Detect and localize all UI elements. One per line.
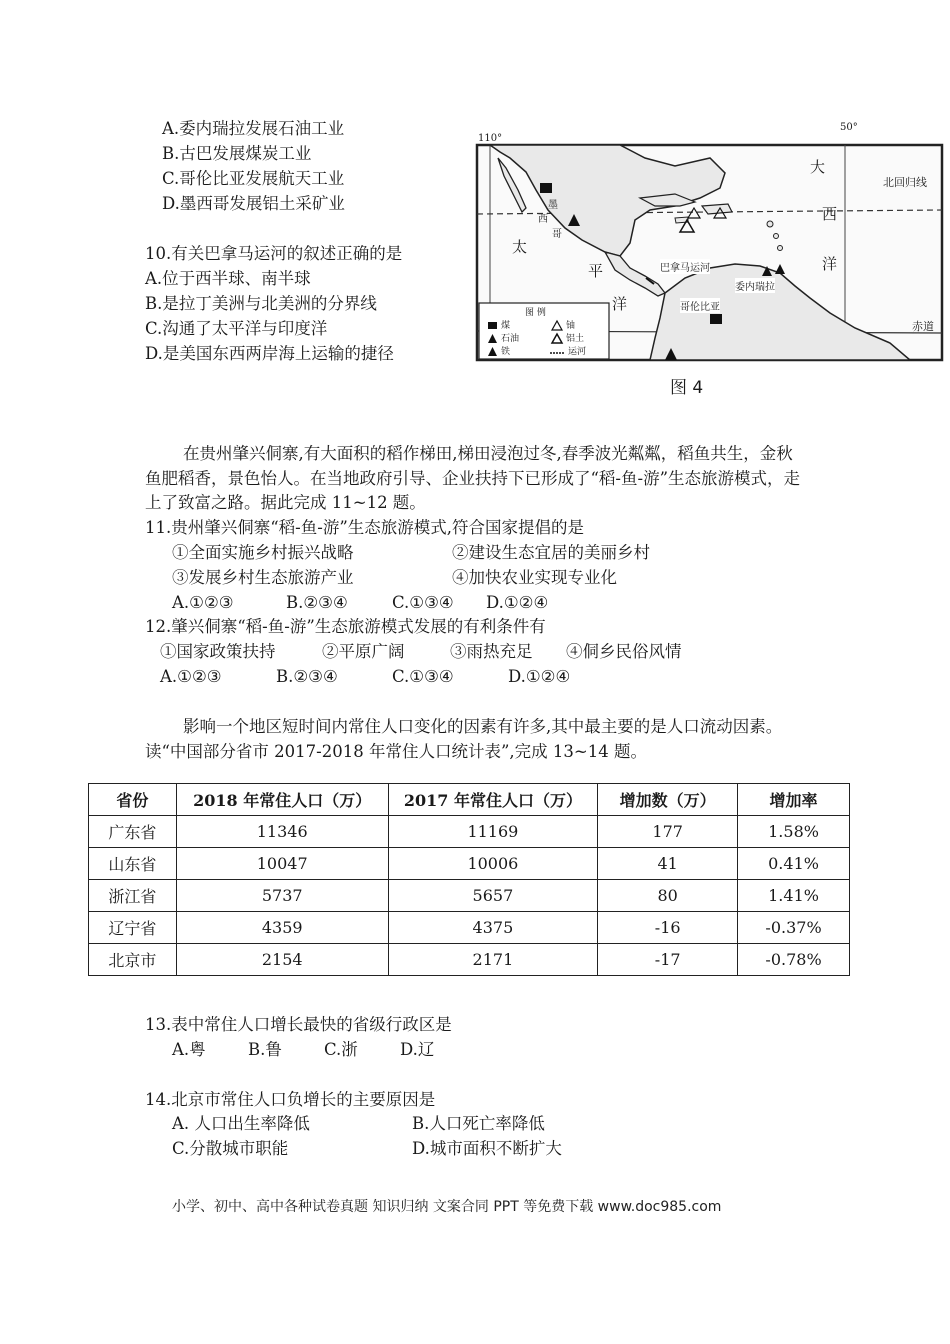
cell-province: 北京市 [89, 944, 177, 976]
th-province: 省份 [89, 784, 177, 816]
q9-option-d: D.墨西哥发展铝土采矿业 [162, 194, 345, 213]
cell-rate: -0.78% [738, 944, 850, 976]
cell-pop-2017: 5657 [388, 880, 598, 912]
passage-2: 影响一个地区短时间内常住人口变化的因素有许多,其中最主要的是人口流动因素。 读“中国部分省市 2017-2018 年常住人口统计表”,完成 13~14 题。 [145, 717, 783, 761]
legend-uranium: 铀 [566, 321, 576, 331]
map-mexico-3: 哥 [552, 229, 562, 240]
q12-statement-2: ②平原广阔 [322, 642, 405, 661]
th-rate: 增加率 [738, 784, 850, 816]
table-row [89, 944, 850, 976]
q14-stem: 14.北京市常住人口负增长的主要原因是 [145, 1090, 436, 1109]
q11-statement-3: ③发展乡村生态旅游产业 [172, 568, 354, 587]
q11-statement-4: ④加快农业实现专业化 [452, 568, 617, 587]
q10-option-b: B.是拉丁美洲与北美洲的分界线 [145, 294, 377, 313]
table-row [89, 880, 850, 912]
map-mexico-2: 西 [538, 214, 548, 225]
q13-option-c: C.浙 [324, 1040, 358, 1059]
q11-option-a: A.①②③ [172, 593, 234, 612]
q12-statement-4: ④侗乡民俗风情 [566, 642, 682, 661]
q13-stem: 13.表中常住人口增长最快的省级行政区是 [145, 1015, 452, 1034]
th-increase: 增加数（万） [598, 784, 738, 816]
q9-option-b: B.古巴发展煤炭工业 [162, 144, 312, 163]
table-header-row [89, 784, 850, 816]
legend-bauxite: 铝土 [566, 334, 585, 344]
map-lon-left: 110° [478, 133, 503, 144]
th-pop-2017: 2017 年常住人口（万） [388, 784, 598, 816]
map-venezuela-label: 委内瑞拉 [735, 278, 775, 293]
legend-canal: 运河 [568, 347, 587, 357]
q11-stem: 11.贵州肇兴侗寨“稻-鱼-游”生态旅游模式,符合国家提倡的是 [145, 518, 585, 537]
q11-option-d: D.①②④ [486, 593, 549, 612]
cell-pop-2017: 4375 [388, 912, 598, 944]
q12-option-a: A.①②③ [160, 667, 222, 686]
cell-pop-2018: 4359 [176, 912, 388, 944]
q10-stem: 10.有关巴拿马运河的叙述正确的是 [145, 244, 403, 263]
q12-option-c: C.①③④ [392, 667, 454, 686]
th-pop-2018: 2018 年常住人口（万） [176, 784, 388, 816]
cell-rate: 0.41% [738, 848, 850, 880]
cell-province: 辽宁省 [89, 912, 177, 944]
q10-option-a: A.位于西半球、南半球 [145, 269, 311, 288]
map-figure-4 [470, 122, 945, 400]
map-pacific-3: 洋 [612, 295, 628, 313]
island-2 [774, 234, 779, 239]
map-colombia-label: 哥伦比亚 [680, 298, 720, 313]
table-row [89, 912, 850, 944]
cell-province: 浙江省 [89, 880, 177, 912]
cell-rate: -0.37% [738, 912, 850, 944]
cell-pop-2018: 11346 [176, 816, 388, 848]
legend-coal: 煤 [501, 321, 511, 331]
cell-pop-2017: 11169 [388, 816, 598, 848]
map-equator-label: 赤道 [912, 320, 934, 333]
q14-option-a: A. 人口出生率降低 [172, 1114, 310, 1133]
population-table [88, 783, 850, 976]
q12-option-d: D.①②④ [508, 667, 571, 686]
map-caption: 图 4 [670, 378, 704, 398]
map-atlantic-3: 洋 [822, 255, 838, 273]
map-tropic-label: 北回归线 [883, 176, 927, 189]
cell-pop-2017: 10006 [388, 848, 598, 880]
q12-option-b: B.②③④ [276, 667, 338, 686]
cell-pop-2018: 2154 [176, 944, 388, 976]
cell-pop-2018: 10047 [176, 848, 388, 880]
q9-option-a: A.委内瑞拉发展石油工业 [162, 119, 345, 138]
q11-option-b: B.②③④ [286, 593, 348, 612]
q11-statement-1: ①全面实施乡村振兴战略 [172, 543, 354, 562]
cell-rate: 1.58% [738, 816, 850, 848]
cell-increase: 41 [598, 848, 738, 880]
map-lon-right: 50° [840, 122, 858, 133]
legend-title: 图 例 [525, 308, 546, 318]
map-pacific-1: 太 [512, 238, 528, 256]
cell-increase: 80 [598, 880, 738, 912]
q14-option-d: D.城市面积不断扩大 [412, 1139, 562, 1158]
q9-option-c: C.哥伦比亚发展航天工业 [162, 169, 345, 188]
cell-province: 山东省 [89, 848, 177, 880]
cell-rate: 1.41% [738, 880, 850, 912]
q13-option-d: D.辽 [400, 1040, 435, 1059]
q12-stem: 12.肇兴侗寨“稻-鱼-游”生态旅游模式发展的有利条件有 [145, 617, 546, 636]
passage-1: 在贵州肇兴侗寨,有大面积的稻作梯田,梯田浸泡过冬,春季波光粼粼，稻鱼共生，金秋鱼肥稻香，景色怡人。在当地政府引导、企业扶持下已形成了“稻-鱼-游”生态旅游模式，走上了致富之路。据此完成 11~12 题。 [145, 444, 801, 512]
table-row [89, 848, 850, 880]
q11-option-c: C.①③④ [392, 593, 454, 612]
q12-statement-1: ①国家政策扶持 [160, 642, 276, 661]
legend-oil: 石油 [501, 334, 520, 344]
coal-symbol-colombia [710, 314, 722, 324]
q11-statement-2: ②建设生态宜居的美丽乡村 [452, 543, 650, 562]
q13-option-a: A.粤 [172, 1040, 206, 1059]
cell-increase: -16 [598, 912, 738, 944]
legend-iron: 铁 [501, 347, 511, 357]
q14-option-c: C.分散城市职能 [172, 1139, 289, 1158]
q13-option-b: B.鲁 [248, 1040, 282, 1059]
q10-option-d: D.是美国东西两岸海上运输的捷径 [145, 344, 394, 363]
cell-pop-2018: 5737 [176, 880, 388, 912]
map-atlantic-1: 大 [810, 158, 826, 176]
coal-symbol-mexico [540, 183, 552, 193]
map-canal-label: 巴拿马运河 [660, 259, 710, 274]
page-footer: 小学、初中、高中各种试卷真题 知识归纳 文案合同 PPT 等免费下载 www.doc985.com [172, 1199, 722, 1215]
cell-province: 广东省 [89, 816, 177, 848]
cell-increase: -17 [598, 944, 738, 976]
cell-increase: 177 [598, 816, 738, 848]
table-row [89, 816, 850, 848]
island-3 [778, 246, 783, 251]
legend-coal-symbol [488, 322, 497, 329]
cell-pop-2017: 2171 [388, 944, 598, 976]
q12-statement-3: ③雨热充足 [450, 642, 533, 661]
map-pacific-2: 平 [588, 262, 604, 280]
q14-option-b: B.人口死亡率降低 [412, 1114, 545, 1133]
island-1 [767, 221, 773, 227]
q10-option-c: C.沟通了太平洋与印度洋 [145, 319, 328, 338]
map-mexico-1: 墨 [548, 200, 558, 211]
map-atlantic-2: 西 [822, 205, 838, 223]
